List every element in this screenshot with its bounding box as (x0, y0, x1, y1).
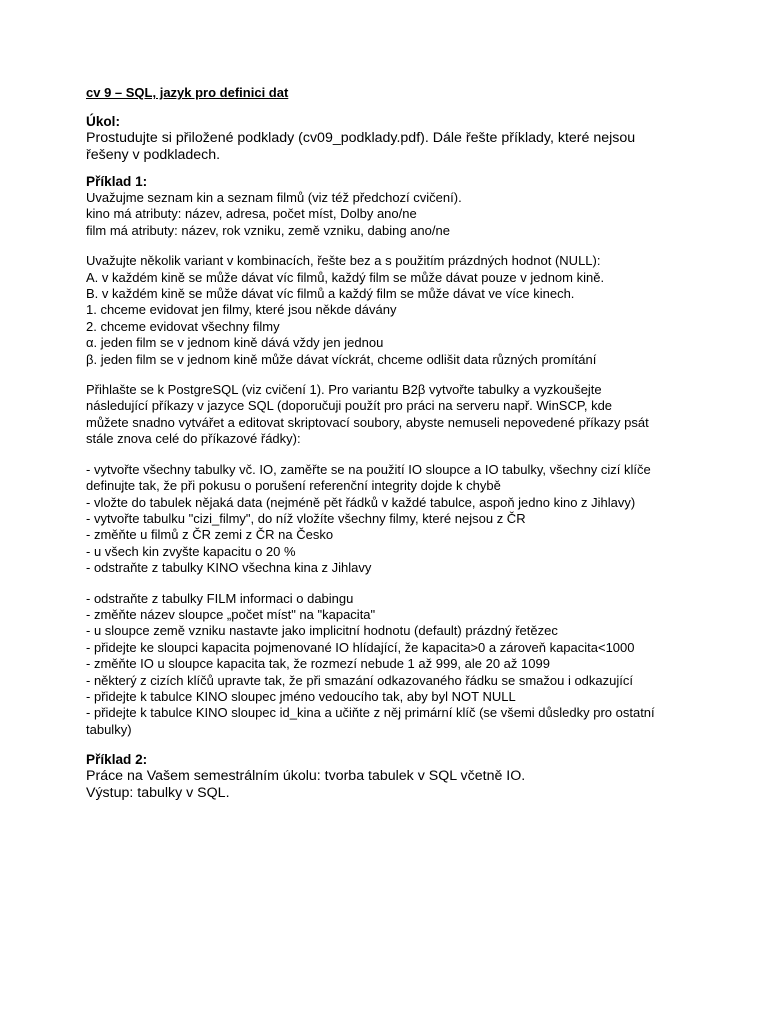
task-item: - vytvořte všechny tabulky vč. IO, zaměřte se na použití IO sloupce a IO tabulky, všechny cizí klíče (86, 461, 651, 477)
variants-line: 2. chceme evidovat všechny filmy (86, 318, 280, 334)
login-line: Přihlašte se k PostgreSQL (viz cvičení 1). Pro variantu B2β vytvořte tabulky a vyzkoušejte (86, 382, 602, 398)
variants-line: A. v každém kině se může dávat víc filmů, každý film se může dávat pouze v jednom kině. (86, 269, 605, 285)
task-item: - vytvořte tabulku "cizi_filmy", do níž vložíte všechny filmy, které nejsou z ČR (86, 510, 526, 526)
variants-line: β. jeden film se v jednom kině může dávat víckrát, chceme odlišit data různých promítání (86, 351, 597, 367)
variants-line: α. jeden film se v jednom kině dává vždy jen jednou (86, 335, 384, 351)
variants-line: B. v každém kině se může dávat víc filmů a každý film se může dávat ve více kinech. (86, 286, 575, 302)
login-line: můžete snadno vytvářet a editovat skriptovací soubory, abyste nemuseli nepovedené příkazy psát (86, 414, 649, 430)
login-line: stále znova celé do příkazové řádky): (86, 431, 301, 447)
login-line: následující příkazy v jazyce SQL (doporučuji použít pro práci na serveru např. WinSCP, kde (86, 398, 613, 414)
ukol-line: řešeny v podkladech. (86, 147, 221, 163)
task-item: - přidejte k tabulce KINO sloupec id_kina a učiňte z něj primární klíč (se všemi důsledky pro ostatní (86, 705, 655, 721)
task-item: - přidejte ke sloupci kapacita pojmenované IO hlídající, že kapacita>0 a zároveň kapacita<1000 (86, 639, 635, 655)
task-item: - změňte název sloupce „počet míst" na "kapacita" (86, 606, 376, 622)
priklad2-heading: Příklad 2: (86, 752, 148, 768)
priklad1-intro-line: film má atributy: název, rok vzniku, země vzniku, dabing ano/ne (86, 222, 450, 238)
document-page (86, 84, 726, 802)
variants-line: Uvažujte několik variant v kombinacích, řešte bez a s použitím prázdných hodnot (NULL): (86, 253, 601, 269)
task-item: - přidejte k tabulce KINO sloupec jméno vedoucího tak, aby byl NOT NULL (86, 688, 516, 704)
priklad1-heading: Příklad 1: (86, 174, 148, 189)
task-item: - odstraňte z tabulky FILM informaci o dabingu (86, 590, 354, 606)
variants-line: 1. chceme evidovat jen filmy, které jsou někde dávány (86, 302, 397, 318)
ukol-heading: Úkol: (86, 114, 120, 129)
page-title: cv 9 – SQL, jazyk pro definici dat (86, 85, 289, 100)
task-item: definujte tak, že při pokusu o porušení referenční integrity dojde k chybě (86, 478, 501, 494)
task-item: - některý z cizích klíčů upravte tak, že při smazání odkazovaného řádku se smažou i odkazující (86, 672, 633, 688)
task-item: - změňte IO u sloupce kapacita tak, že rozmezí nebude 1 až 999, ale 20 až 1099 (86, 656, 550, 672)
task-item: - změňte u filmů z ČR zemi z ČR na Česko (86, 527, 334, 543)
task-item: - vložte do tabulek nějaká data (nejméně pět řádků v každé tabulce, aspoň jedno kino z Jihlavy) (86, 494, 636, 510)
priklad2-line: Výstup: tabulky v SQL. (86, 785, 230, 802)
task-item: - odstraňte z tabulky KINO všechna kina z Jihlavy (86, 560, 372, 576)
priklad1-intro-line: Uvažujme seznam kin a seznam filmů (viz též předchozí cvičení). (86, 190, 462, 205)
priklad1-intro-line: kino má atributy: název, adresa, počet míst, Dolby ano/ne (86, 206, 417, 222)
ukol-line: Prostudujte si přiložené podklady (cv09_podklady.pdf). Dále řešte příklady, které nejsou (86, 130, 636, 146)
task-item: - u sloupce země vzniku nastavte jako implicitní hodnotu (default) prázdný řetězec (86, 623, 558, 639)
task-item: - u všech kin zvyšte kapacitu o 20 % (86, 543, 296, 559)
task-item: tabulky) (86, 721, 132, 737)
priklad2-line: Práce na Vašem semestrálním úkolu: tvorba tabulek v SQL včetně IO. (86, 768, 526, 785)
